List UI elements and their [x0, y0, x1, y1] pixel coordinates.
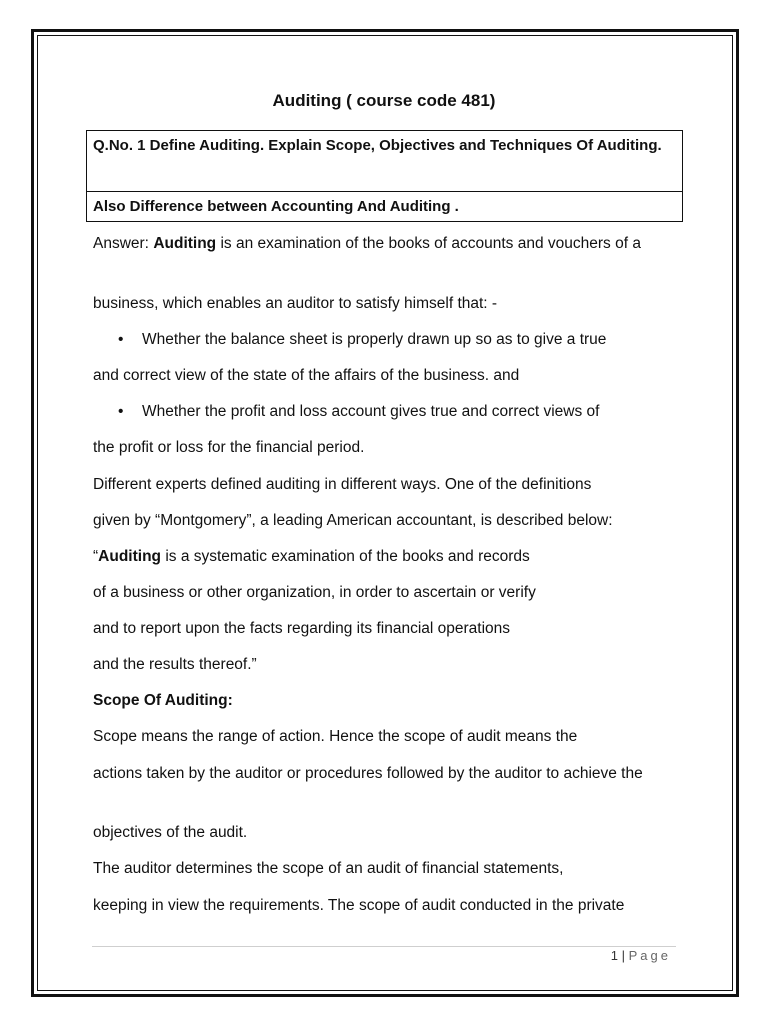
bullet-text: Whether the balance sheet is properly drawn up so as to give a true — [142, 331, 607, 348]
text-line: and correct view of the state of the affairs of the business. and — [93, 367, 520, 384]
page-label: Page — [628, 948, 671, 963]
text-line: and the results thereof.” — [93, 656, 257, 673]
text-line: the profit or loss for the financial period. — [93, 439, 365, 456]
document-title: Auditing ( course code 481) — [272, 91, 496, 110]
text-line: and to report upon the facts regarding its financial operations — [93, 620, 511, 637]
quote-term: Auditing — [98, 548, 162, 565]
question-line-1: Q.No. 1 Define Auditing. Explain Scope, Objectives and Techniques Of Auditing. — [87, 131, 682, 192]
answer-rest: is an examination of the books of accounts and vouchers of a — [216, 235, 641, 252]
question-box — [86, 130, 683, 222]
bullet-text: Whether the profit and loss account gives true and correct views of — [142, 403, 600, 420]
page-separator: | — [621, 948, 625, 963]
text-line: The auditor determines the scope of an audit of financial statements, — [93, 860, 564, 877]
text-line: keeping in view the requirements. The scope of audit conducted in the private — [93, 897, 625, 914]
answer-paragraph — [93, 232, 683, 256]
text-line: Scope means the range of action. Hence the scope of audit means the — [93, 728, 578, 745]
bullet-icon: • — [118, 403, 124, 420]
text-line: given by “Montgomery”, a leading American accountant, is described below: — [93, 512, 613, 529]
quote-rest: is a systematic examination of the books and records — [161, 548, 530, 565]
text-line: objectives of the audit. — [93, 824, 248, 841]
page-number: 1 — [610, 948, 618, 963]
text-line: actions taken by the auditor or procedures followed by the auditor to achieve the — [93, 765, 643, 782]
quote-line — [93, 545, 683, 569]
text-line: Different experts defined auditing in different ways. One of the definitions — [93, 476, 592, 493]
page-footer — [611, 947, 671, 965]
answer-term: Auditing — [153, 235, 217, 252]
text-line: of a business or other organization, in order to ascertain or verify — [93, 584, 536, 601]
quote-open: “ — [93, 548, 99, 565]
bullet-item — [118, 328, 708, 352]
bullet-item — [118, 400, 708, 424]
scope-heading: Scope Of Auditing: — [93, 692, 233, 709]
bullet-icon: • — [118, 331, 124, 348]
text-line: business, which enables an auditor to satisfy himself that: - — [93, 295, 498, 312]
answer-prefix: Answer: — [93, 235, 154, 252]
footer-divider — [92, 946, 676, 947]
question-line-2: Also Difference between Accounting And Auditing . — [93, 198, 459, 215]
